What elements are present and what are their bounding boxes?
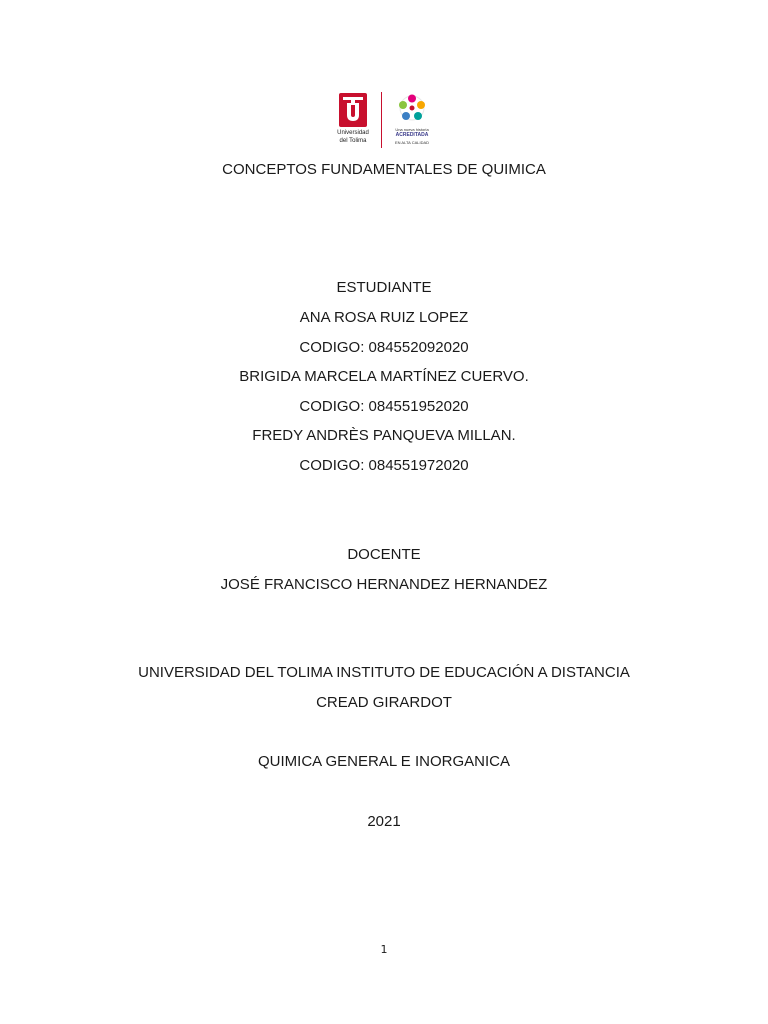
- logo-university-line1: Universidad: [337, 130, 369, 136]
- teacher-name: JOSÉ FRANCISCO HERNANDEZ HERNANDEZ: [220, 576, 548, 593]
- university-logo: [332, 90, 436, 150]
- student-name: FREDY ANDRÈS PANQUEVA MILLAN.: [252, 427, 516, 444]
- logo-accreditation-line3: EN ALTA CALIDAD: [394, 140, 430, 145]
- student-name: BRIGIDA MARCELA MARTÍNEZ CUERVO.: [239, 368, 529, 385]
- logo-university-line2: del Tolima: [339, 138, 367, 144]
- students-heading: ESTUDIANTE: [336, 279, 432, 296]
- teacher-heading: DOCENTE: [347, 546, 421, 563]
- institution-name: UNIVERSIDAD DEL TOLIMA INSTITUTO DE EDUCACIÓN A DISTANCIA: [138, 664, 630, 681]
- institution-center: CREAD GIRARDOT: [316, 694, 452, 711]
- logo-accreditation-line2: ACREDITADA: [395, 132, 429, 138]
- document-year: 2021: [367, 813, 401, 830]
- accreditation-logo: [388, 90, 436, 150]
- student-name: ANA ROSA RUIZ LOPEZ: [299, 309, 469, 326]
- logo-divider: [381, 92, 382, 148]
- student-code: CODIGO: 084552092020: [299, 339, 469, 356]
- student-code: CODIGO: 084551952020: [299, 398, 469, 415]
- ut-emblem-icon: [339, 93, 367, 127]
- student-code: CODIGO: 084551972020: [299, 457, 469, 474]
- course-name: QUIMICA GENERAL E INORGANICA: [258, 753, 510, 770]
- page-number: 1: [380, 943, 388, 956]
- accreditation-flower-icon: [397, 93, 427, 123]
- document-title: CONCEPTOS FUNDAMENTALES DE QUIMICA: [222, 161, 546, 178]
- university-tolima-logo: [332, 90, 374, 150]
- logo-accreditation-line1: Una nueva historia: [395, 127, 429, 132]
